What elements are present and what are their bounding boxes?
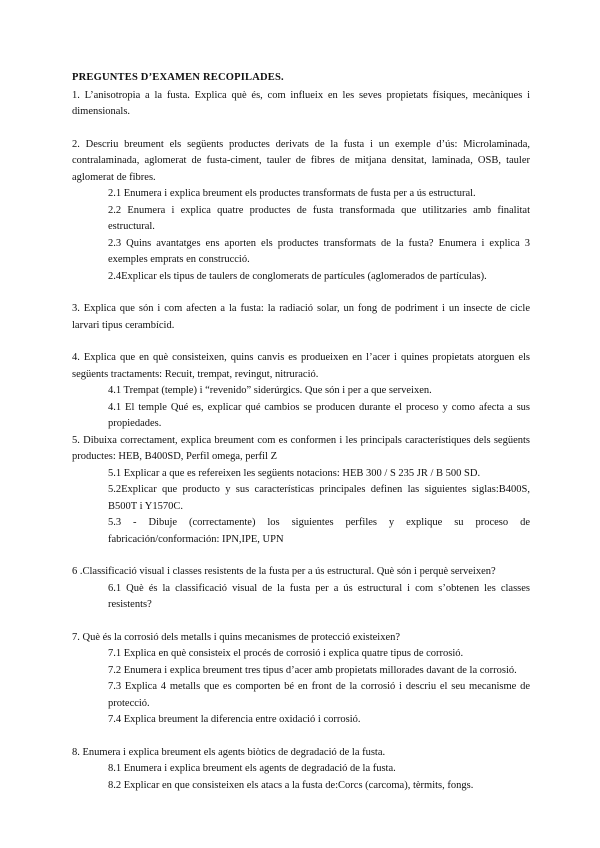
question-8-2: 8.2 Explicar en que consisteixen els atacs a la fusta de:Corcs (carcoma), tèrmits, fongs.: [108, 779, 474, 791]
question-4-1: 4.1 Trempat (temple) i “revenido” siderúrgics. Que són i per a que serveixen.: [108, 385, 432, 396]
exam-questions: [72, 70, 530, 794]
spacer: [72, 729, 530, 745]
question-7-3: 7.3 Explica 4 metalls que es comporten bé en front de la corrosió i descriu el seu mecanisme de protecció.: [108, 681, 530, 709]
question-1: 1. L’anisotropia a la fusta. Explica què és, com influeix en les seves propietats físiques, mecàniques i dimensionals.: [72, 89, 530, 117]
spacer: [72, 121, 530, 137]
spacer: [72, 614, 530, 630]
question-4: 4. Explica que en què consisteixen, quins canvis es produeixen en l’acer i quines propietats atorguen els següents tractaments: Recuit, trempat, revingut, nitruració.: [72, 352, 530, 380]
question-7-1: 7.1 Explica en què consisteix el procés de corrosió i explica quatre tipus de corrosió.: [108, 648, 464, 659]
question-8-1: 8.1 Enumera i explica breument els agents de degradació de la fusta.: [108, 763, 396, 774]
question-7: 7. Què és la corrosió dels metalls i quins mecanismes de protecció existeixen?: [72, 631, 401, 643]
spacer: [72, 285, 530, 301]
question-7-2: 7.2 Enumera i explica breument tres tipus d’acer amb propietats millorades davant de la corrosió.: [108, 664, 517, 676]
question-2-2: 2.2 Enumera i explica quatre productes de fusta transformada que utilitzaries amb finalitat estructural.: [108, 204, 530, 232]
spacer: [72, 334, 530, 350]
question-6-1: 6.1 Què és la classificació visual de la fusta per a ús estructural i com s’obtenen les classes resistents?: [108, 582, 530, 610]
question-8: 8. Enumera i explica breument els agents biòtics de degradació de la fusta.: [72, 746, 386, 758]
question-5-3: 5.3 - Dibuje (correctamente) los siguientes perfiles y explique su proceso de fabricación/conformación: IPN,IPE, UPN: [108, 517, 530, 545]
question-4-1b: 4.1 El temple Qué es, explicar qué cambios se producen durante el proceso y como afecta a sus propiedades.: [108, 401, 530, 429]
question-2-4: 2.4Explicar els tipus de taulers de conglomerats de partícules (aglomerados de partículas).: [108, 270, 487, 282]
question-2-1: 2.1 Enumera i explica breument els productes transformats de fusta per a ús estructural.: [108, 188, 476, 199]
question-6: 6 .Classificació visual i classes resistents de la fusta per a ús estructural. Què són i perquè serveixen?: [72, 566, 496, 577]
question-2-3: 2.3 Quins avantatges ens aporten els productes transformats de la fusta? Enumera i explica 3 exemples emprats en construcció.: [108, 237, 530, 265]
spacer: [72, 548, 530, 564]
document-title: PREGUNTES D’EXAMEN RECOPILADES.: [72, 72, 284, 83]
question-3: 3. Explica que són i com afecten a la fusta: la radiació solar, un fong de podriment i un insecte de cicle larvari tipus cerambícid.: [72, 303, 530, 331]
question-2: 2. Descriu breument els següents productes derivats de la fusta i un exemple d’ús: Microlaminada, contralaminada, aglomerat de fusta-ciment, tauler de fibres de mitjana densitat, laminada, OSB, tauler aglomerat de fibres.: [72, 138, 530, 183]
question-7-4: 7.4 Explica breument la diferencia entre oxidació i corrosió.: [108, 714, 361, 725]
question-5-2: 5.2Explicar que producto y sus características principales definen las siguientes siglas:B400S, B500T i Y1570C.: [108, 484, 530, 512]
question-5-1: 5.1 Explicar a que es refereixen les següents notacions: HEB 300 / S 235 JR / B 500 SD.: [108, 467, 481, 479]
question-5: 5. Dibuixa correctament, explica breument com es conformen i les principals característiques dels següents productes: HEB, B400SD, Perfil omega, perfil Z: [72, 434, 530, 462]
